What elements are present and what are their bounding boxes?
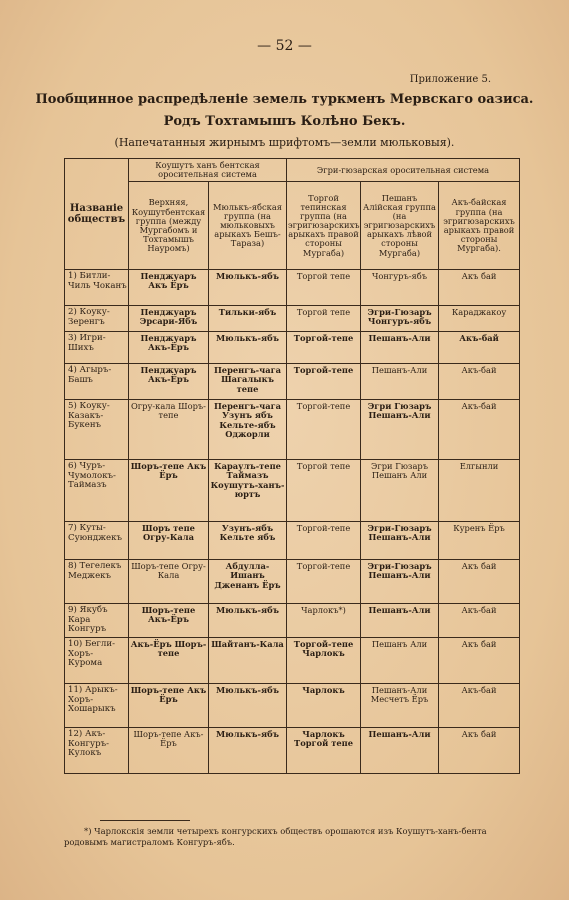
header-col-3: Торгой тепинская группа (на эгригюзарскихъ арыкахъ правой стороны Мургаба) [287, 182, 361, 270]
cell-col-2: Перенгъ-чага Шагалыкъ тепе [209, 364, 287, 400]
table-row [65, 306, 520, 332]
cell-col-3: Чарлокъ*) [287, 604, 361, 638]
cell-col-3: Торгой-тепе [287, 522, 361, 560]
cell-col-1: Шоръ-тепе Акъ Ёръ [129, 684, 209, 728]
cell-col-5: Акъ-бай [439, 332, 520, 364]
cell-col-2: Узунъ-ябъ Кельте ябъ [209, 522, 287, 560]
cell-col-2: Шайтанъ-Кала [209, 638, 287, 684]
cell-col-1: Акъ-Ёръ Шоръ-тепе [129, 638, 209, 684]
table-row [65, 400, 520, 460]
table-row [65, 364, 520, 400]
table-row [65, 560, 520, 604]
cell-col-5: Караджакоу [439, 306, 520, 332]
cell-col-2: Абдулла-Ишанъ Дженанъ Ёръ [209, 560, 287, 604]
cell-col-4: Эгри-Гюзаръ Пешанъ-Али [361, 560, 439, 604]
cell-col-3: Торгой-тепе [287, 332, 361, 364]
header-group-koushut: Коушутъ ханъ бентская оросительная система [129, 159, 287, 182]
cell-col-3: Торгой тепе [287, 270, 361, 306]
community-name: 4) Агыръ-Башъ [65, 364, 129, 400]
cell-col-1: Пенджуаръ Акъ-Ёръ [129, 332, 209, 364]
cell-col-3: Торгой-тепе [287, 364, 361, 400]
table-row [65, 332, 520, 364]
cell-col-3: Торгой тепе [287, 460, 361, 522]
cell-col-3: Торгой-тепе [287, 400, 361, 460]
community-name: 8) Тегелекъ Меджекъ [65, 560, 129, 604]
cell-col-5: Акъ-бай [439, 400, 520, 460]
header-col-5: Акъ-байская группа (на эгригюзарскихъ арыкахъ правой стороны Мургаба). [439, 182, 520, 270]
cell-col-4: Пешанъ-Али [361, 728, 439, 774]
cell-col-4: Пешанъ-Али [361, 332, 439, 364]
cell-col-1: Пенджуаръ Акъ Ёръ [129, 270, 209, 306]
footnote-rule [100, 820, 190, 821]
title-line-1: Пообщинное распредѣленіе земель туркменъ Мервскаго оазиса. [35, 92, 534, 107]
cell-col-2: Мюлькъ-ябъ [209, 728, 287, 774]
header-group-egri: Эгри-гюзарская оросительная система [287, 159, 520, 182]
community-name: 7) Куты-Суюнджекъ [65, 522, 129, 560]
community-name: 5) Коуку-Казакъ-Букенъ [65, 400, 129, 460]
table-row [65, 728, 520, 774]
cell-col-2: Мюлькъ-ябъ [209, 684, 287, 728]
cell-col-3: Торгой-тепе Чарлокъ [287, 638, 361, 684]
cell-col-1: Пенджуаръ Акъ-Ёръ [129, 364, 209, 400]
table-row [65, 638, 520, 684]
community-name: 6) Чуръ-Чумолокъ-Таймазъ [65, 460, 129, 522]
cell-col-1: Шоръ-тепе Огру-Кала [129, 560, 209, 604]
cell-col-5: Елгынли [439, 460, 520, 522]
cell-col-4: Пешанъ-Али [361, 364, 439, 400]
community-name: 11) Арыкъ-Хоръ-Хошарыкъ [65, 684, 129, 728]
cell-col-2: Мюлькъ-ябъ [209, 604, 287, 638]
cell-col-3: Торгой тепе [287, 306, 361, 332]
land-table [64, 158, 520, 774]
header-col-1: Верхняя, Коушутбентская группа (между Мургабомъ и Тохтамышъ Науромъ) [129, 182, 209, 270]
cell-col-2: Мюлькъ-ябъ [209, 332, 287, 364]
cell-col-2: Перенгъ-чага Узунъ ябъ Кельте-ябъ Оджорли [209, 400, 287, 460]
cell-col-1: Шоръ тепе Огру-Кала [129, 522, 209, 560]
table-row [65, 522, 520, 560]
cell-col-5: Акъ бай [439, 560, 520, 604]
header-col-2: Мюлькъ-ябская группа (на мюльковыхъ арыкахъ Бешъ-Тараза) [209, 182, 287, 270]
cell-col-4: Пешанъ-Али [361, 604, 439, 638]
cell-col-4: Пешанъ-Али Месчетъ Ёръ [361, 684, 439, 728]
cell-col-1: Шоръ-тепе Акъ Ёръ [129, 460, 209, 522]
cell-col-5: Акъ бай [439, 638, 520, 684]
cell-col-5: Акъ бай [439, 728, 520, 774]
cell-col-3: Чарлокъ Торгой тепе [287, 728, 361, 774]
table-row [65, 604, 520, 638]
cell-col-4: Эгри-Гюзаръ Чонгуръ-ябъ [361, 306, 439, 332]
cell-col-4: Пешанъ Али [361, 638, 439, 684]
cell-col-3: Чарлокъ [287, 684, 361, 728]
cell-col-2: Тильки-ябъ [209, 306, 287, 332]
header-name: Названіе обществъ [65, 159, 129, 270]
footnote: *) Чарлокскія земли четырехъ конгурскихъ обществъ орошаются изъ Коушутъ-ханъ-бента родовымъ магистраломъ Конгуръ-ябъ. [64, 826, 487, 848]
cell-col-1: Пенджуаръ Эрсари-Ябъ [129, 306, 209, 332]
cell-col-3: Торгой-тепе [287, 560, 361, 604]
title-line-2: Родъ Тохтамышъ Колѣно Бекъ. [163, 114, 406, 129]
table-row [65, 460, 520, 522]
cell-col-1: Шоръ-тепе Акъ-Ёръ [129, 728, 209, 774]
cell-col-2: Мюлькъ-ябъ [209, 270, 287, 306]
cell-col-2: Караулъ-тепе Таймазъ Коушутъ-ханъ-юртъ [209, 460, 287, 522]
cell-col-4: Чонгуръ-ябъ [361, 270, 439, 306]
cell-col-5: Акъ-бай [439, 604, 520, 638]
cell-col-5: Акъ-бай [439, 684, 520, 728]
table-body [65, 270, 520, 774]
table-row [65, 270, 520, 306]
cell-col-1: Огру-кала Шоръ-тепе [129, 400, 209, 460]
community-name: 10) Бегли-Хоръ-Курома [65, 638, 129, 684]
cell-col-5: Акъ бай [439, 270, 520, 306]
table-row [65, 684, 520, 728]
cell-col-5: Акъ-бай [439, 364, 520, 400]
community-name: 2) Коуку-Зеренгъ [65, 306, 129, 332]
cell-col-1: Шоръ-тепе Акъ-Ёръ [129, 604, 209, 638]
page-number: — 52 — [257, 38, 312, 54]
header-col-4: Пешанъ Алійская группа (на эгригюзарскихъ арыкахъ лѣвой стороны Мургаба) [361, 182, 439, 270]
community-name: 12) Акъ-Конгуръ-Кулокъ [65, 728, 129, 774]
cell-col-4: Эгри-Гюзаръ Пешанъ-Али [361, 522, 439, 560]
community-name: 3) Игри-Шихъ [65, 332, 129, 364]
appendix-label: Приложение 5. [409, 74, 491, 85]
cell-col-5: Куренъ Ёръ [439, 522, 520, 560]
cell-col-4: Эгри Гюзаръ Пешанъ-Али [361, 400, 439, 460]
cell-col-4: Эгри Гюзаръ Пешанъ Али [361, 460, 439, 522]
community-name: 9) Якубъ Кара Конгуръ [65, 604, 129, 638]
community-name: 1) Битли-Чиль Чоканъ [65, 270, 129, 306]
subtitle: (Напечатанныя жирнымъ шрифтомъ—земли мюльковыя). [114, 136, 455, 149]
